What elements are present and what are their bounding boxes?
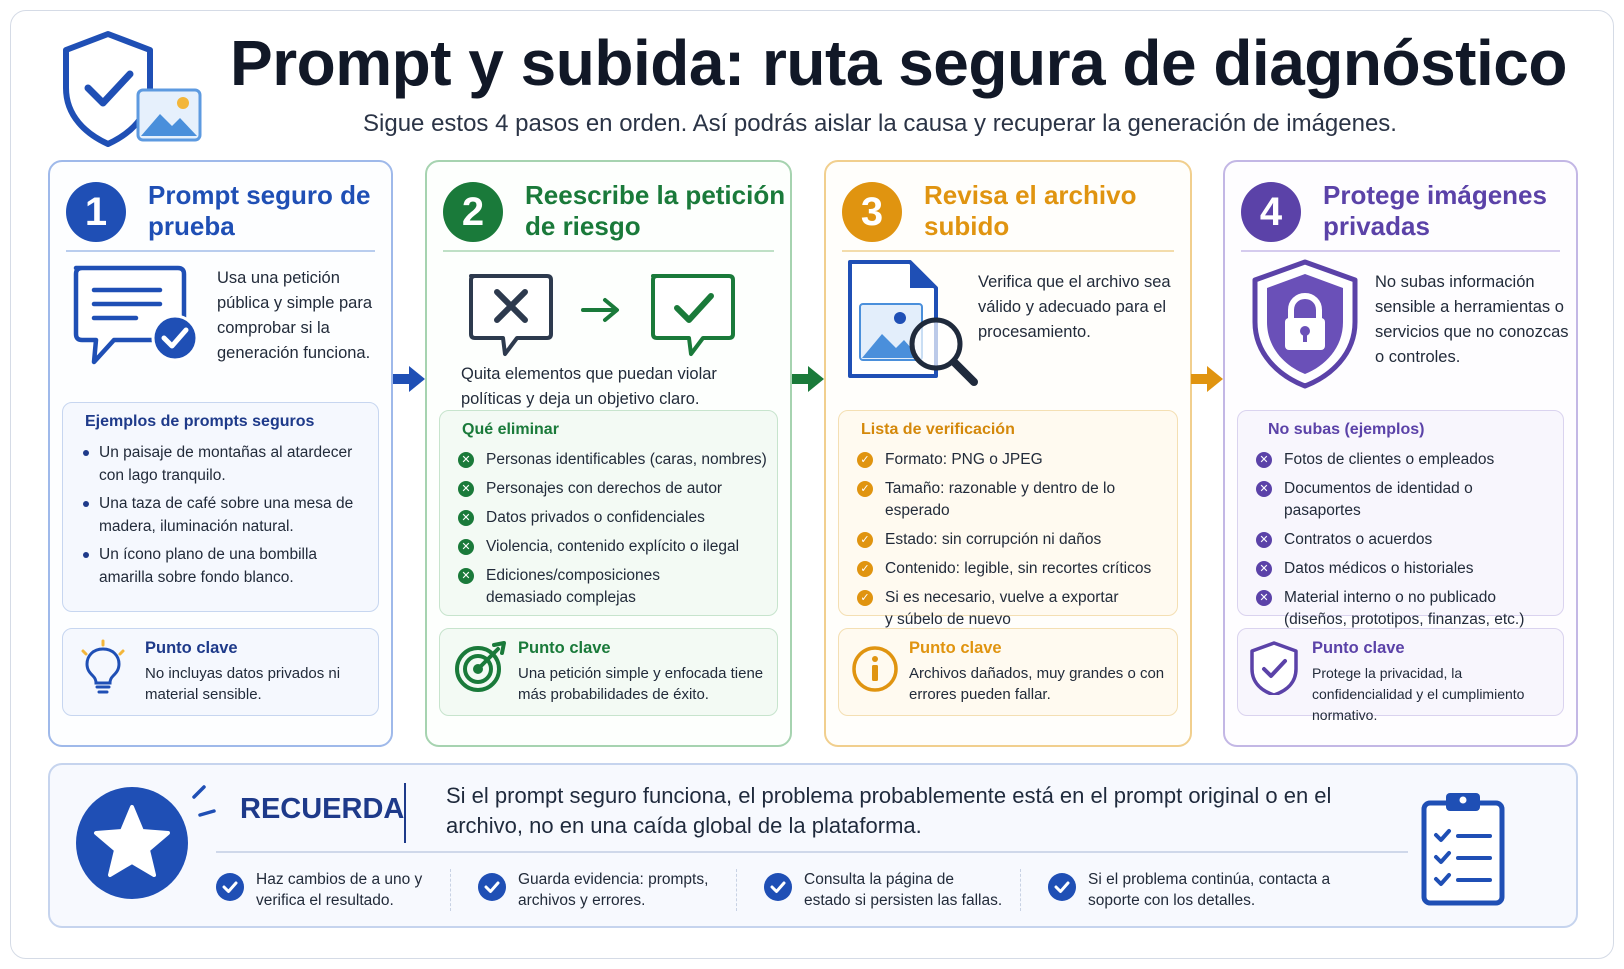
tip-text: Guarda evidencia: prompts, archivos y errores. bbox=[518, 871, 709, 909]
divider bbox=[842, 250, 1174, 252]
list-item: ✕ Personajes con derechos de autor bbox=[458, 478, 767, 500]
step-title: Reescribe la petición de riesgo bbox=[525, 180, 786, 241]
step-title: Protege imágenes privadas bbox=[1323, 180, 1547, 241]
page-title: Prompt y subida: ruta segura de diagnóstico bbox=[230, 27, 1567, 99]
list-item: ✕ Fotos de clientes o empleados bbox=[1256, 449, 1553, 471]
step-card-3 bbox=[824, 160, 1192, 747]
check-circle-icon bbox=[216, 873, 244, 901]
tip-text: Si el problema continúa, contacta a soporte con los detalles. bbox=[1088, 871, 1331, 909]
list-item: ✓ Tamaño: razonable y dentro de lo esperado bbox=[857, 478, 1167, 522]
step-description: Usa una petición pública y simple para comprobar si la generación funciona. bbox=[217, 269, 372, 362]
divider bbox=[450, 869, 451, 911]
step-description: Quita elementos que puedan violar políticas y deja un objetivo claro. bbox=[461, 365, 717, 408]
file-search-icon bbox=[844, 258, 984, 388]
list-item: ✕ Documentos de identidad o pasaportes bbox=[1256, 478, 1553, 522]
divider bbox=[404, 783, 406, 843]
step-number-badge: 4 bbox=[1241, 182, 1301, 242]
divider bbox=[1020, 869, 1021, 911]
list-item: ✕ Ediciones/composiciones demasiado complejas bbox=[458, 565, 698, 609]
divider bbox=[736, 869, 737, 911]
remove-list bbox=[458, 449, 767, 616]
checklist bbox=[857, 449, 1167, 638]
check-circle-icon bbox=[764, 873, 792, 901]
tip-text: Consulta la página de estado si persisten las fallas. bbox=[804, 871, 1003, 909]
clipboard-checklist-icon bbox=[1418, 789, 1508, 909]
step-header bbox=[66, 176, 377, 248]
box-title: Ejemplos de prompts seguros bbox=[85, 413, 315, 430]
box-title: Lista de verificación bbox=[861, 421, 1015, 438]
do-not-upload-list bbox=[1256, 449, 1553, 638]
step-title: Prompt seguro de prueba bbox=[148, 180, 371, 241]
step-title: Revisa el archivo subido bbox=[924, 180, 1137, 241]
arrow-right-icon bbox=[391, 364, 427, 394]
step-card-2 bbox=[425, 160, 792, 747]
key-point-text: Archivos dañados, muy grandes o con errores pueden fallar. bbox=[909, 665, 1165, 703]
key-point-title: Punto clave bbox=[1312, 639, 1405, 657]
check-circle-icon bbox=[1048, 873, 1076, 901]
key-point-box bbox=[62, 628, 379, 716]
step-number-badge: 3 bbox=[842, 182, 902, 242]
page-subtitle: Sigue estos 4 pasos en orden. Así podrás aislar la causa y recuperar la generación de imágenes. bbox=[363, 110, 1397, 137]
remove-box bbox=[439, 410, 778, 616]
list-item: Un ícono plano de una bombilla amarilla sobre fondo blanco. bbox=[81, 543, 368, 589]
list-item: ✕ Datos privados o confidenciales bbox=[458, 507, 767, 529]
list-item: Un paisaje de montañas al atardecer con lago tranquilo. bbox=[81, 441, 368, 487]
key-point-box bbox=[439, 628, 778, 716]
examples-box bbox=[62, 402, 379, 612]
divider bbox=[1241, 250, 1560, 252]
shield-lock-icon bbox=[1249, 258, 1361, 390]
step-number-badge: 2 bbox=[443, 182, 503, 242]
divider bbox=[216, 851, 1408, 853]
shield-check-image-icon bbox=[58, 30, 208, 150]
box-title: No subas (ejemplos) bbox=[1268, 421, 1425, 438]
step-card-1 bbox=[48, 160, 393, 747]
step-card-4 bbox=[1223, 160, 1578, 747]
divider bbox=[443, 250, 774, 252]
list-item: ✕ Contratos o acuerdos bbox=[1256, 529, 1553, 551]
remember-text: Si el prompt seguro funciona, el problema probablemente está en el prompt original o en el archivo, no en una caída global de la plataforma. bbox=[446, 783, 1332, 838]
list-item: Una taza de café sobre una mesa de madera, iluminación natural. bbox=[81, 492, 368, 538]
tip-text: Haz cambios de a uno y verifica el resultado. bbox=[256, 871, 423, 909]
do-not-upload-box bbox=[1237, 410, 1564, 628]
key-point-box bbox=[1237, 628, 1564, 723]
key-point-text: Protege la privacidad, la confidencialidad y el cumplimiento normativo. bbox=[1312, 665, 1525, 723]
examples-list bbox=[81, 441, 368, 594]
lightbulb-icon bbox=[75, 639, 131, 695]
step-number-badge: 1 bbox=[66, 182, 126, 242]
list-item: ✕ Material interno o no publicado (diseños, prototipos, finanzas, etc.) bbox=[1256, 587, 1556, 631]
step-header bbox=[1241, 176, 1562, 248]
list-item: ✕ Personas identificables (caras, nombres) bbox=[458, 449, 767, 471]
key-point-text: Una petición simple y enfocada tiene más probabilidades de éxito. bbox=[518, 665, 764, 703]
box-title: Qué eliminar bbox=[462, 421, 559, 438]
list-item: ✓ Contenido: legible, sin recortes críticos bbox=[857, 558, 1167, 580]
step-header bbox=[842, 176, 1176, 248]
list-item: ✕ Datos médicos o historiales bbox=[1256, 558, 1553, 580]
target-icon bbox=[452, 639, 508, 695]
key-point-box bbox=[838, 628, 1178, 716]
key-point-title: Punto clave bbox=[518, 639, 611, 657]
info-icon bbox=[851, 639, 907, 695]
step-description: Verifica que el archivo sea válido y adecuado para el procesamiento. bbox=[978, 273, 1171, 341]
step-description: No subas información sensible a herramientas o servicios que no conozcas o controles. bbox=[1375, 273, 1569, 366]
list-item: ✓ Formato: PNG o JPEG bbox=[857, 449, 1167, 471]
list-item: ✓ Estado: sin corrupción ni daños bbox=[857, 529, 1167, 551]
divider bbox=[66, 250, 375, 252]
arrow-right-icon bbox=[790, 364, 826, 394]
check-circle-icon bbox=[478, 873, 506, 901]
x-to-check-icon bbox=[467, 272, 747, 362]
list-item: ✓ Si es necesario, vuelve a exportar y súbelo de nuevo bbox=[857, 587, 1127, 631]
step-header bbox=[443, 176, 786, 248]
chat-check-icon bbox=[70, 262, 205, 372]
checklist-box bbox=[838, 410, 1178, 628]
key-point-title: Punto clave bbox=[909, 639, 1002, 657]
key-point-title: Punto clave bbox=[145, 639, 238, 657]
arrow-right-icon bbox=[1189, 364, 1225, 394]
key-point-text: No incluyas datos privados ni material sensible. bbox=[145, 665, 341, 703]
shield-check-icon bbox=[1248, 639, 1304, 695]
remember-label: RECUERDA bbox=[240, 793, 405, 825]
remember-panel bbox=[48, 763, 1578, 928]
list-item: ✕ Violencia, contenido explícito o ilegal bbox=[458, 536, 767, 558]
